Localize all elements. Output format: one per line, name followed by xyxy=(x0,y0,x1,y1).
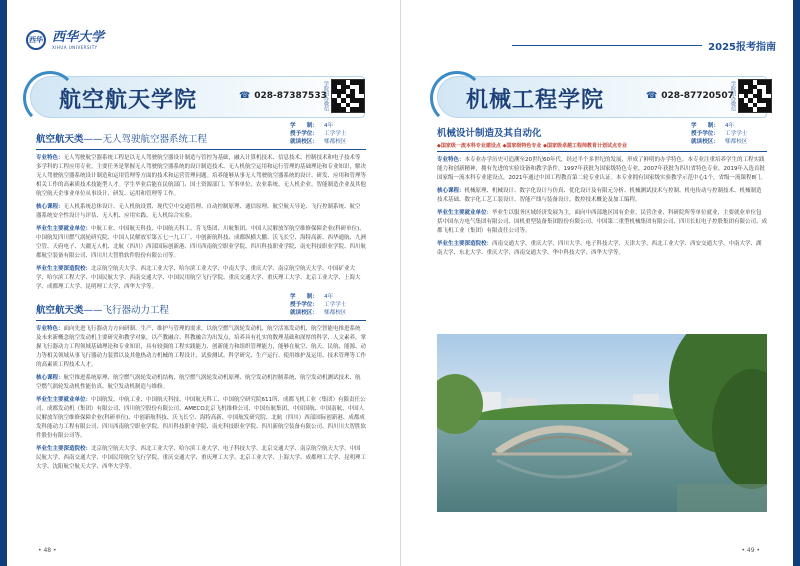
major-paragraph: 专业特色：本专业办学历史可追溯至20世纪60年代，经过半个多世纪的发展，形成了鲜明的办学特色。本专业注重培养学生的工程实践能力和创新精神，拥有先进的实验设备和教学条件。1997年获批为国家级特色专业，2007年获批为四川省特色专业，2019年入选首批国家级一流本科专业建设点，2021年通过中国工程教育第二轮专业认证。本专业拥有国家级实验教学示范中心1个，省级一流课程8门。 xyxy=(437,157,766,181)
college-phone xyxy=(646,91,734,101)
college-banner xyxy=(30,76,365,118)
major-meta: 学 制： 4年 授予学位： 工学学士 就读校区： 郫都校区 xyxy=(290,294,347,316)
major-meta: 学 制： 4年 授予学位： 工学学士 就读校区： 郫都校区 xyxy=(290,123,347,145)
college-title: 机械工程学院 xyxy=(466,87,605,113)
major-paragraph: 毕业生主要就业单位：中国航发、中航工业、中国航天科技、中国航天科工、中国航空研究院611所、成都飞机工业（集团）有限责任公司、成都发动机（集团）有限公司、四川航空股份有限公司、AMECO北京飞机维修公司、中国东航集团、中国国航、中国南航、中国人民解放军航空维修保障企业(科研单位)、中创新航科技、沃飞长空、海特高新、中国航发研究院、北航（四川）西部国际创新港、成都成发科能动力工程有限公司、四川西南航空职业学院、四川科技职业学院、南充科技职业学院、四川新航空装备有限公司、四川川大智胜软件股份有限公司等。 xyxy=(36,397,367,439)
university-seal-icon: 西华 xyxy=(26,30,46,50)
college-phone xyxy=(239,91,327,101)
guide-tag: 2025报考指南 xyxy=(708,42,776,53)
university-logo xyxy=(26,30,104,50)
major-title: 机械设计制造及其自动化 xyxy=(437,128,542,139)
page-edge-bar xyxy=(0,0,7,566)
major-paragraph: 核心课程：无人机系统总体设计、无人机航设置、现代空中交通管理、自动控制原理、通信原理、航空航天导论、飞行控制系统、航空器系统安全性设计与评估、无人机、应用实践、无人机综合实验。 xyxy=(36,204,361,219)
logo-text: 西华大学 xyxy=(52,29,105,45)
right-page xyxy=(400,0,800,566)
phone-number: 028-87720507 xyxy=(661,91,734,101)
major-paragraph: 毕业生主要深造院校：北京航空航天大学、西北工业大学、哈尔滨工业大学、中南大学、重庆大学、南京航空航天大学、中国矿业大学、哈尔滨工程大学、中国民航大学、西南交通大学、中国民用航空飞行学院、重庆交通大学、重庆理工大学、北京工业大学、上海大学、成都理工大学、昆明理工大学、西华大学等。 xyxy=(36,266,361,290)
page-number: • 48 • xyxy=(38,547,57,554)
major-paragraph: 核心课程：机械原理、机械设计、数字化设计与仿真、优化设计及有限元分析、机械测试技术与控制、机电传动与控制技术、机械制造技术基础、数字化工艺工装设计、智能产线与装备设计、数控技术概论及加工编程。 xyxy=(437,188,762,203)
major-paragraph: 专业特色：面向先进飞行器动力方向研制、生产、维护与管理的需求，以航空燃气涡轮发动机、航空活塞发动机、航空智能电推进系统及未来新概念航空发动机主要研究和教学对象，以产教融合、科教融合为出发点，培养具有扎实的数理基础和深厚的科学、人文素养，掌握飞行器动力工程领域基础理论和专业知识，具有较强的工程实践能力、创新能力和组织管理能力，能够在航空、航天、民航、能源、动力等相关领域从事飞行器动力装置以及其他热动力机械的工程设计、试验测试、科学研究、生产运行、使用维护及运用、技术管理等工作的高素质工程技术人才。 xyxy=(36,326,367,368)
phone-icon: ☎ xyxy=(646,91,658,101)
qr-caption: 学院招办微信 xyxy=(323,81,329,111)
major-title: 航空航天类——无人驾驶航空器系统工程 xyxy=(36,134,208,145)
major-section-2 xyxy=(36,293,366,472)
phone-number: 028-87387533 xyxy=(254,91,327,101)
major-section-1 xyxy=(36,122,366,292)
major-tags: ◆国家级一流本科专业建设点 ◆国家级特色专业 ◆国家级卓越工程师教育计划试点专业 xyxy=(437,143,628,149)
major-paragraph: 专业特色：无人驾驶航空器系统工程是以无人驾驶航空器设计制造与管控为基础，融入计算机技术、信息技术、控制技术和电子技术等多学科的工程应用专业。主要任务是掌握无人驾驶航空器系统的设计制造技术、无人机航空运用和运行管理的基础理论和专业知识，解决无人驾驶航空器系统设计制造和运用管理等方面的技术和运营管理问题。培养能够从事无人驾驶航空器系统的设计、研发、应用和管理等相关工作的高素质技术技能型人才。学生毕业后能在民航部门、国土资源部门、军事单位、农业系统、无人机企业、智能制造企业及其他航空航天企事业单位从事设计、研发、运用和管理等工作。 xyxy=(36,155,367,197)
major-paragraph: 毕业生主要深造院校：北京航空航天大学、西北工业大学、哈尔滨工业大学、电子科技大学、北京交通大学、南京航空航天大学、中国民航大学、西南交通大学、中国民用航空飞行学院、重庆交通大学、重庆理工大学、北京工业大学、上海大学、成都理工大学、昆明理工大学、沈阳航空航天大学、西华大学等。 xyxy=(36,446,367,470)
major-title: 航空航天类——飞行器动力工程 xyxy=(36,305,170,316)
major-paragraph: 毕业生主要深造院校：西南交通大学、重庆大学、四川大学、电子科技大学、天津大学、西北工业大学、西安交通大学、中南大学、湖南大学、东北大学、重庆大学、西南交通大学、华中科技大学、西华大学等。 xyxy=(437,241,762,256)
campus-photo xyxy=(437,334,767,512)
logo-en-text: XIHUA UNIVERSITY xyxy=(52,44,98,50)
page-number: • 49 • xyxy=(741,547,760,554)
header-rule xyxy=(512,45,702,46)
phone-icon: ☎ xyxy=(239,91,251,101)
qr-code-icon[interactable] xyxy=(738,79,772,113)
guide-header xyxy=(512,38,776,53)
qr-caption: 学院招办微信 xyxy=(730,81,736,111)
college-title: 航空航天学院 xyxy=(59,87,198,113)
college-banner xyxy=(437,76,767,118)
major-paragraph: 核心课程：航空推进系统原理、航空燃气涡轮发动机结构、航空燃气涡轮发动机原理、航空发动机控制系统、航空发动机测试技术、航空燃气涡轮发动机性能仿真、航空发动机制造与维修。 xyxy=(36,375,361,390)
major-meta: 学 制： 4年 授予学位： 工学学士 就读校区： 郫都校区 xyxy=(691,123,748,145)
major-section xyxy=(437,122,767,258)
qr-code-icon[interactable] xyxy=(331,79,365,113)
major-paragraph: 毕业生主要就业单位：毕业生以服务区域经济发展为主，面向中西部地区国有企业、民营企业、科研院所等单位就业，主要就业单位包括中国东方电气集团有限公司、国机重型装备集团股份有限公司、中国第二重型机械集团有限公司、四川长虹电子控股集团有限公司、成都飞机工业（集团）有限责任公司等。 xyxy=(437,210,768,234)
major-paragraph: 毕业生主要就业单位：中航工业、中国航天科技、中国航天科工、肯飞集团、川航集团、中国人民解放军航空维修保障企业(科研单位)、中国航发四川燃气涡轮研究院、中国人民解放军第五七一九工厂、中创新航科技、成都纵横大鹏、沃飞长空、海特高新、西华通航、九洲空管、天府电子、大疆无人机、北航（四川）西部国际创新港、四川西南航空职业学院、四川科技职业学院、南充科技职业学院、四川航都航空装备有限公司、四川川大智胜软件股份有限公司等。 xyxy=(36,226,367,259)
campus-bridge-image xyxy=(437,334,767,512)
page-edge-bar xyxy=(793,0,800,566)
